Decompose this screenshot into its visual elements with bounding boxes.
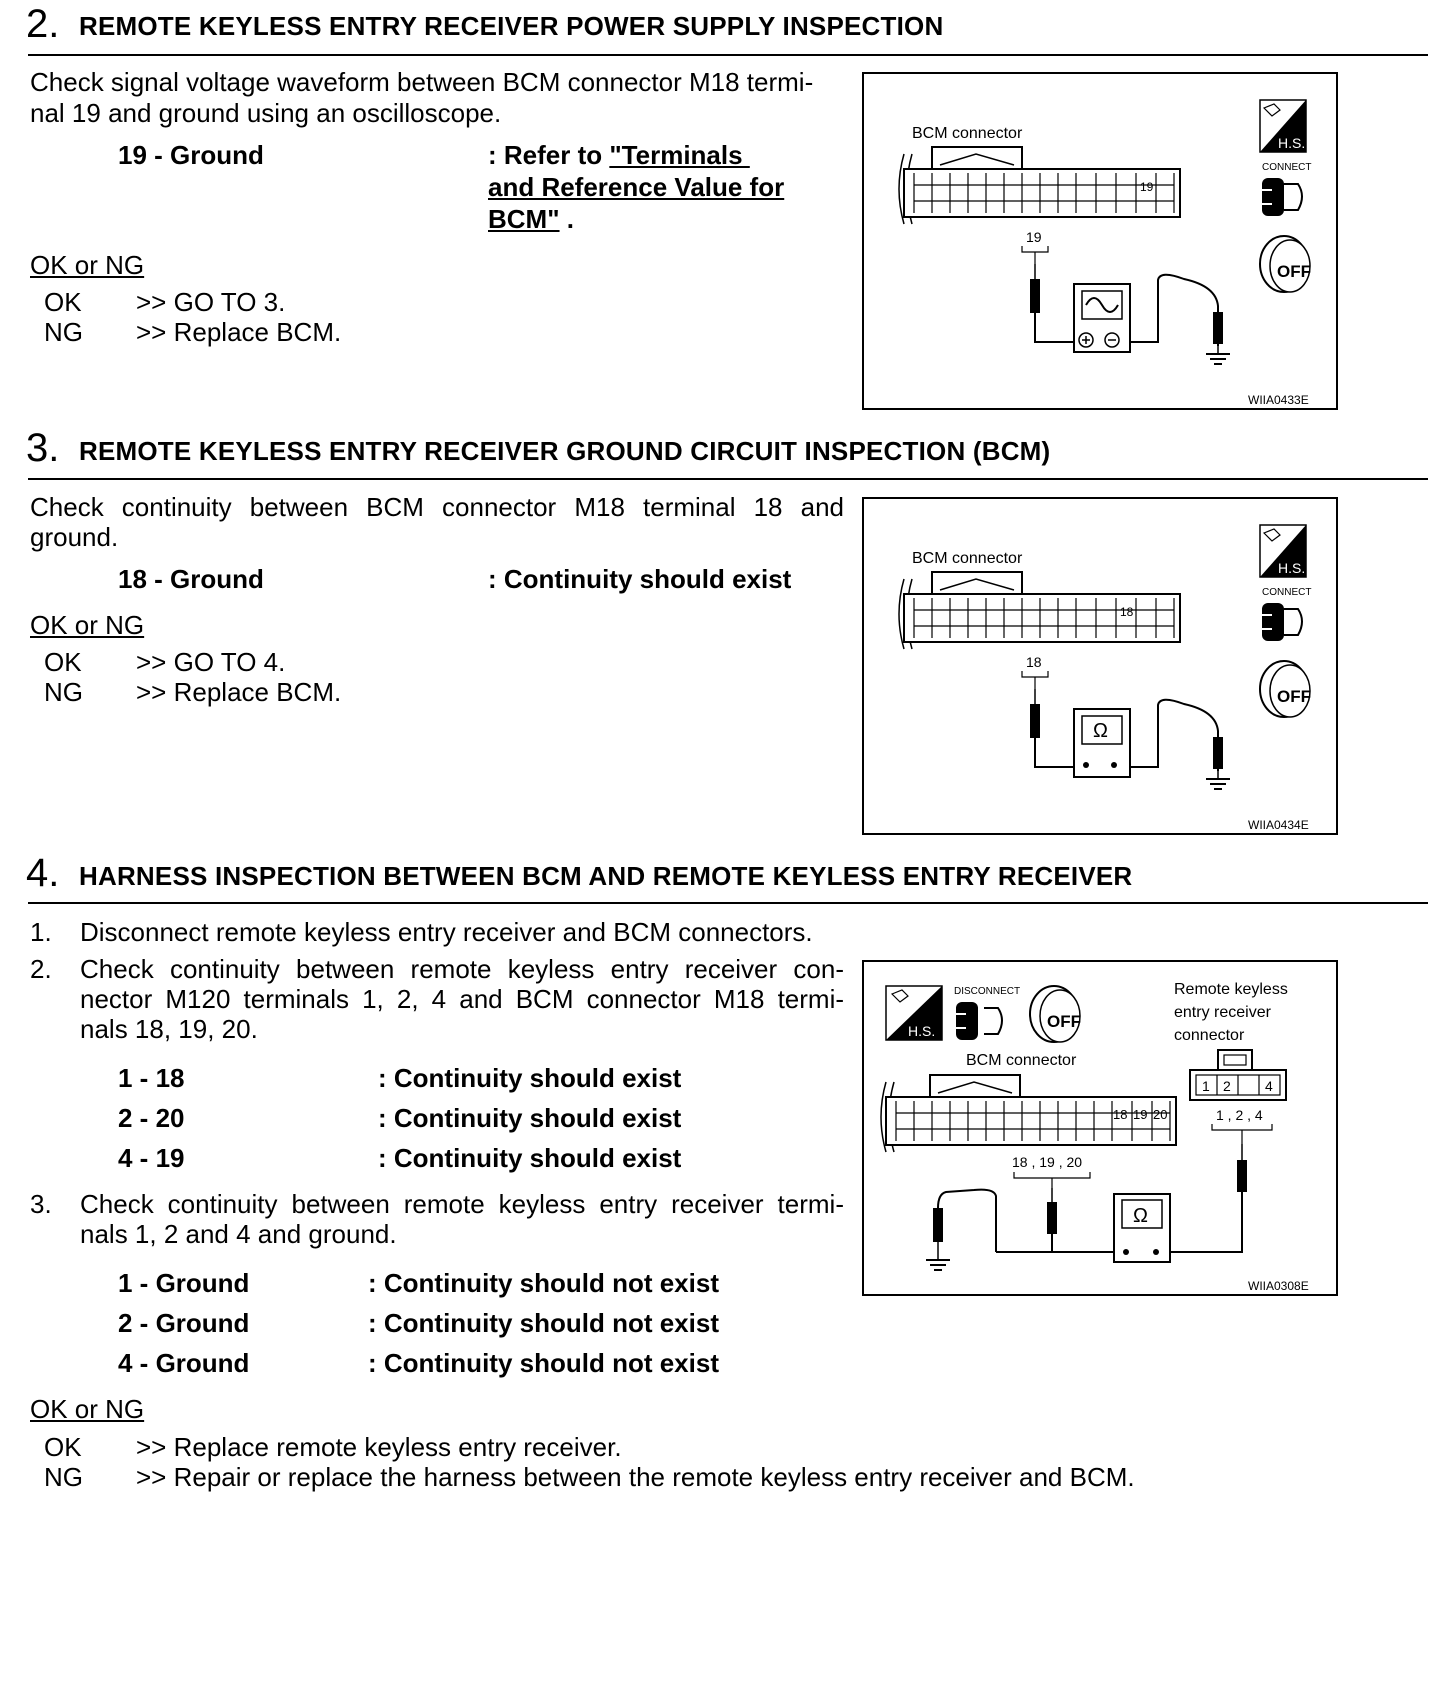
continuity-check-label: 1 - 18 — [118, 1063, 185, 1093]
bcm-connector-label: BCM connector — [966, 1052, 1077, 1069]
terminal-19-callout: 19 — [1026, 229, 1042, 245]
receiver-label-line3: connector — [1174, 1027, 1245, 1044]
receiver-pin-2: 2 — [1223, 1078, 1231, 1094]
continuity-check-label: 4 - 19 — [118, 1143, 185, 1173]
terminal-18-callout: 18 — [1026, 654, 1042, 670]
hs-label: H.S. — [1278, 560, 1306, 576]
step-3-ng-action: >> Replace BCM. — [136, 677, 342, 707]
receiver-pin-4: 4 — [1265, 1078, 1273, 1094]
connect-icon — [1262, 178, 1302, 216]
refer-to-text: : Refer to — [488, 140, 610, 170]
step-2-ok-action: >> GO TO 3. — [136, 287, 286, 317]
step-2-ok-label: OK — [44, 287, 82, 317]
connect-label: CONNECT — [1262, 587, 1312, 598]
step-3-instruction-line2: ground. — [30, 522, 119, 552]
step-4-ok-label: OK — [44, 1432, 82, 1462]
step-3-check-label: 18 - Ground — [118, 564, 264, 594]
step-2-ng-action: >> Replace BCM. — [136, 317, 342, 347]
receiver-label-line2: entry receiver — [1174, 1004, 1271, 1021]
step-2-ok-ng-heading: OK or NG — [30, 250, 145, 280]
step-4-title: HARNESS INSPECTION BETWEEN BCM AND REMOTE KEYLESS ENTRY RECEIVER — [79, 861, 1133, 891]
step-2-check-label: 19 - Ground — [118, 140, 264, 170]
disconnect-icon — [956, 1002, 1002, 1040]
step-3-instruction-line1: Check continuity between BCM connector M18 terminal 18 and — [30, 492, 844, 522]
hs-icon — [1260, 100, 1306, 152]
bcm-connector-label: BCM connector — [912, 550, 1023, 567]
step-4-number: 4. — [26, 851, 60, 895]
step-3-ok-ng-heading: OK or NG — [30, 610, 145, 640]
step-2-divider — [28, 54, 1428, 56]
step-3-ok-action: >> GO TO 4. — [136, 647, 286, 677]
step-4-item3-line2: nals 1, 2 and 4 and ground. — [80, 1219, 397, 1249]
step-2-instruction-line1: Check signal voltage waveform between BCM connector M18 termi- — [30, 67, 814, 97]
continuity-check-value: : Continuity should exist — [378, 1143, 682, 1173]
ground-check-value: : Continuity should not exist — [368, 1308, 719, 1338]
ohm-symbol: Ω — [1093, 720, 1108, 742]
step-3-title: REMOTE KEYLESS ENTRY RECEIVER GROUND CIRCUIT INSPECTION (BCM) — [79, 436, 1051, 466]
connect-label: CONNECT — [1262, 162, 1312, 173]
off-label: OFF — [1277, 262, 1311, 281]
bcm-pin-20: 20 — [1153, 1107, 1168, 1122]
step-3-ng-label: NG — [44, 677, 83, 707]
terminals-link-line3[interactable]: BCM" — [488, 204, 560, 234]
step-3-ok-label: OK — [44, 647, 82, 677]
hs-icon — [1260, 525, 1306, 577]
terminals-link-line1[interactable]: "Terminals — [609, 140, 750, 170]
ignition-off-icon — [1260, 661, 1311, 717]
step-4-item3-number: 3. — [30, 1189, 52, 1219]
step-3-figure — [862, 497, 1338, 835]
ground-check-value: : Continuity should not exist — [368, 1348, 719, 1378]
step-2-ng-label: NG — [44, 317, 83, 347]
hs-label: H.S. — [1278, 135, 1306, 151]
off-label: OFF — [1277, 687, 1311, 706]
oscilloscope-diagram — [864, 74, 1340, 412]
step-4-ng-action: >> Repair or replace the harness between the remote keyless entry receiver and BCM. — [136, 1462, 1135, 1492]
figure-id: WIIA0434E — [1248, 818, 1309, 832]
disconnect-label: DISCONNECT — [954, 986, 1021, 997]
step-3-check-value: : Continuity should exist — [488, 564, 792, 594]
step-4-item2-line2: nector M120 terminals 1, 2, 4 and BCM connector M18 termi- — [80, 984, 844, 1014]
continuity-check-label: 2 - 20 — [118, 1103, 185, 1133]
connect-icon — [1262, 603, 1302, 641]
figure-id: WIIA0433E — [1248, 393, 1309, 407]
continuity-check-value: : Continuity should exist — [378, 1103, 682, 1133]
ground-check-value: : Continuity should not exist — [368, 1268, 719, 1298]
step-4-ok-ng-heading: OK or NG — [30, 1394, 145, 1424]
step-3-number: 3. — [26, 426, 60, 470]
step-4-ok-action: >> Replace remote keyless entry receiver. — [136, 1432, 622, 1462]
step-4-item3-line1: Check continuity between remote keyless entry receiver termi- — [80, 1189, 844, 1219]
pin-18-label: 18 — [1120, 605, 1134, 619]
bcm-pin-18: 18 — [1113, 1107, 1128, 1122]
terminals-link-line2[interactable]: and Reference Value for — [488, 172, 785, 202]
step-4-item2-line1: Check continuity between remote keyless entry receiver con- — [80, 954, 844, 984]
link-suffix: . — [559, 204, 574, 234]
hs-icon — [886, 986, 942, 1040]
ground-check-label: 4 - Ground — [118, 1348, 250, 1378]
off-label: OFF — [1047, 1012, 1081, 1031]
receiver-terminals-callout: 1 , 2 , 4 — [1216, 1107, 1263, 1123]
step-2-figure — [862, 72, 1338, 410]
bcm-connector-label: BCM connector — [912, 125, 1023, 142]
step-2-instruction-line2: nal 19 and ground using an oscilloscope. — [30, 98, 502, 128]
step-3-divider — [28, 478, 1428, 480]
receiver-pin-1: 1 — [1202, 1078, 1210, 1094]
ground-check-label: 2 - Ground — [118, 1308, 250, 1338]
ohmmeter-diagram — [864, 499, 1340, 837]
bcm-pin-19: 19 — [1133, 1107, 1148, 1122]
receiver-label-line1: Remote keyless — [1174, 981, 1288, 998]
step-4-figure — [862, 960, 1338, 1296]
bcm-terminals-callout: 18 , 19 , 20 — [1012, 1154, 1083, 1170]
step-4-ng-label: NG — [44, 1462, 83, 1492]
step-2-title: REMOTE KEYLESS ENTRY RECEIVER POWER SUPPLY INSPECTION — [79, 11, 944, 41]
step-4-item2-number: 2. — [30, 954, 52, 984]
figure-id: WIIA0308E — [1248, 1279, 1309, 1293]
step-4-item1-number: 1. — [30, 917, 52, 947]
step-2-check-value — [488, 140, 750, 171]
ignition-off-icon — [1030, 986, 1081, 1042]
terminals-link-line3-wrap — [488, 204, 574, 235]
hs-label: H.S. — [908, 1023, 936, 1039]
harness-continuity-diagram — [864, 962, 1340, 1298]
step-2-number: 2. — [26, 2, 60, 46]
step-4-divider — [28, 902, 1428, 904]
pin-19-label: 19 — [1140, 180, 1154, 194]
ground-check-label: 1 - Ground — [118, 1268, 250, 1298]
step-4-item1-text: Disconnect remote keyless entry receiver and BCM connectors. — [80, 917, 813, 947]
step-4-item2-line3: nals 18, 19, 20. — [80, 1014, 258, 1044]
continuity-check-value: : Continuity should exist — [378, 1063, 682, 1093]
ignition-off-icon — [1260, 236, 1311, 292]
ohm-symbol: Ω — [1133, 1205, 1148, 1227]
